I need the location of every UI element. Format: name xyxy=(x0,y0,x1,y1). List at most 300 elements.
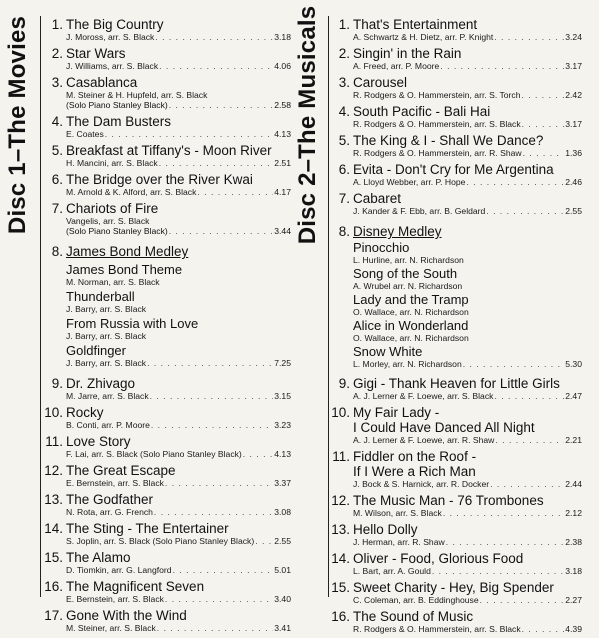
track-credit xyxy=(353,255,582,265)
track-item xyxy=(43,172,291,197)
composer-credit: J. Barry, arr. S. Black xyxy=(66,304,147,314)
track-body xyxy=(353,75,582,100)
disc2-tracklist xyxy=(330,17,582,638)
composer-credit: J. Kander & F. Ebb, arr. B. Geldard xyxy=(353,206,486,216)
track-duration: 7.25 xyxy=(274,358,291,368)
track-item xyxy=(330,493,582,518)
track-title: The Big Country xyxy=(66,17,164,32)
leader-dots xyxy=(522,624,565,634)
track-item xyxy=(43,262,291,287)
leader-dots xyxy=(154,507,273,517)
leader-dots xyxy=(159,61,273,71)
track-duration: 1.36 xyxy=(565,148,582,158)
composer-credit: C. Coleman, arr. B. Eddinghouse xyxy=(353,595,479,605)
track-duration: 3.15 xyxy=(274,391,291,401)
track-number: 1. xyxy=(338,17,350,32)
track-item xyxy=(330,292,582,317)
composer-credit: M. Wilson, arr. S. Black xyxy=(353,508,442,518)
track-credit xyxy=(66,536,291,546)
track-duration: 3.37 xyxy=(274,478,291,488)
track-duration: 4.17 xyxy=(274,187,291,197)
track-number: 11. xyxy=(45,434,63,449)
leader-dots xyxy=(165,478,273,488)
leader-dots xyxy=(151,420,273,430)
leader-dots xyxy=(494,32,564,42)
track-number: 7. xyxy=(338,191,350,206)
track-duration: 3.44 xyxy=(274,226,291,236)
track-item xyxy=(43,75,291,110)
track-credit xyxy=(66,304,291,314)
track-title: Oliver - Food, Glorious Food xyxy=(353,551,524,566)
track-body xyxy=(353,318,582,343)
track-body xyxy=(353,344,582,369)
track-body xyxy=(66,46,291,71)
track-credit xyxy=(353,479,582,489)
track-number: 11. xyxy=(332,449,350,464)
track-body xyxy=(66,143,291,168)
track-title: Dr. Zhivago xyxy=(66,376,136,391)
leader-dots xyxy=(243,449,273,459)
disc1-divider xyxy=(40,16,41,597)
track-body xyxy=(353,240,582,265)
composer-credit: J. Moross, arr. S. Black xyxy=(66,32,155,42)
track-number: 3. xyxy=(51,75,63,90)
track-number: 14. xyxy=(44,521,63,536)
composer-credit: M. Arnold & K. Alford, arr. S. Black xyxy=(66,187,197,197)
track-title: The Great Escape xyxy=(66,463,176,478)
leader-dots xyxy=(522,119,565,129)
track-item xyxy=(330,162,582,187)
track-item xyxy=(43,550,291,575)
track-title: Casablanca xyxy=(66,75,138,90)
track-credit xyxy=(66,61,291,71)
track-title: Alice in Wonderland xyxy=(353,318,469,333)
track-item xyxy=(43,17,291,42)
track-item xyxy=(330,609,582,634)
track-body xyxy=(66,172,291,197)
leader-dots xyxy=(173,565,274,575)
track-duration: 4.13 xyxy=(274,449,291,459)
track-number: 15. xyxy=(331,580,350,595)
track-number: 12. xyxy=(331,493,350,508)
track-item xyxy=(330,133,582,158)
track-credit xyxy=(66,158,291,168)
track-credit xyxy=(353,206,582,216)
leader-dots xyxy=(147,358,273,368)
composer-credit: A. J. Lerner & F. Loewe, arr. S. Black xyxy=(353,391,494,401)
track-title: The Magnificent Seven xyxy=(66,579,205,594)
composer-credit: R. Rodgers & O. Hammerstein, arr. S. Black xyxy=(353,119,521,129)
track-duration: 2.27 xyxy=(565,595,582,605)
track-duration: 2.12 xyxy=(565,508,582,518)
composer-credit: M. Steiner, arr. S. Black xyxy=(66,623,156,633)
performer-note: (Solo Piano Stanley Black) xyxy=(66,100,168,110)
track-item xyxy=(330,551,582,576)
track-duration: 3.17 xyxy=(565,119,582,129)
track-item xyxy=(330,224,582,239)
track-number: 3. xyxy=(338,75,350,90)
track-duration: 2.21 xyxy=(565,435,582,445)
track-item xyxy=(43,434,291,459)
composer-credit: A. Wrubel arr. N. Richardson xyxy=(353,281,463,291)
track-title: The Godfather xyxy=(66,492,154,507)
track-note xyxy=(66,226,291,236)
track-body xyxy=(353,449,582,489)
track-credit xyxy=(353,391,582,401)
track-body xyxy=(353,609,582,634)
track-credit xyxy=(66,32,291,42)
track-duration: 3.17 xyxy=(565,61,582,71)
track-item xyxy=(43,343,291,368)
leader-dots xyxy=(197,187,273,197)
track-item xyxy=(43,114,291,139)
leader-dots xyxy=(480,595,565,605)
track-title: Goldfinger xyxy=(66,343,126,358)
composer-credit: O. Wallace, arr. N. Richardson xyxy=(353,333,469,343)
track-duration: 5.01 xyxy=(274,565,291,575)
leader-dots xyxy=(159,158,274,168)
composer-credit: A. Freed, arr. P. Moore xyxy=(353,61,440,71)
track-credit xyxy=(66,507,291,517)
leader-dots xyxy=(157,623,273,633)
composer-credit: F. Lai, arr. S. Black (Solo Piano Stanley Black) xyxy=(66,449,242,459)
track-item xyxy=(330,522,582,547)
composer-credit: R. Rodgers & O. Hammerstein, arr. S. Black xyxy=(353,624,521,634)
track-item xyxy=(330,580,582,605)
composer-credit: R. Rodgers & O. Hammerstein, arr. R. Shaw xyxy=(353,148,522,158)
track-body xyxy=(353,522,582,547)
track-item xyxy=(43,376,291,401)
track-duration: 2.55 xyxy=(274,536,291,546)
track-duration: 3.23 xyxy=(274,420,291,430)
track-item xyxy=(43,579,291,604)
track-duration: 2.58 xyxy=(274,100,291,110)
track-title: Singin' in the Rain xyxy=(353,46,462,61)
track-credit xyxy=(66,90,291,100)
track-number: 6. xyxy=(338,162,350,177)
track-body xyxy=(66,262,291,287)
track-number: 2. xyxy=(338,46,350,61)
track-body xyxy=(353,376,582,401)
disc2-divider xyxy=(328,16,329,597)
track-number: 6. xyxy=(51,172,63,187)
track-duration: 3.41 xyxy=(274,623,291,633)
track-item xyxy=(330,240,582,265)
track-body xyxy=(66,75,291,110)
track-title: Snow White xyxy=(353,344,423,359)
track-body xyxy=(66,463,291,488)
track-title: From Russia with Love xyxy=(66,316,199,331)
track-item xyxy=(43,143,291,168)
track-title: Gigi - Thank Heaven for Little Girls xyxy=(353,376,560,391)
composer-credit: J. Herman, arr. R. Shaw xyxy=(353,537,445,547)
track-duration: 4.39 xyxy=(565,624,582,634)
track-title: The Music Man - 76 Trombones xyxy=(353,493,544,508)
track-item xyxy=(43,492,291,517)
track-title: That's Entertainment xyxy=(353,17,478,32)
track-number: 4. xyxy=(51,114,63,129)
track-body xyxy=(66,17,291,42)
track-credit xyxy=(353,624,582,634)
track-duration: 4.06 xyxy=(274,61,291,71)
track-title: Thunderball xyxy=(66,289,135,304)
track-body xyxy=(66,405,291,430)
leader-dots xyxy=(523,148,565,158)
track-credit xyxy=(353,537,582,547)
track-title: The Alamo xyxy=(66,550,131,565)
track-title: South Pacific - Bali Hai xyxy=(353,104,491,119)
track-body xyxy=(66,434,291,459)
track-body xyxy=(353,266,582,291)
track-credit xyxy=(353,595,582,605)
track-item xyxy=(43,521,291,546)
track-title-continued: If I Were a Rich Man xyxy=(353,464,476,479)
track-item xyxy=(43,46,291,71)
track-credit xyxy=(66,623,291,633)
track-item xyxy=(330,376,582,401)
leader-dots xyxy=(521,90,564,100)
track-credit xyxy=(66,187,291,197)
track-title: Song of the South xyxy=(353,266,458,281)
track-item xyxy=(330,17,582,42)
track-duration: 2.51 xyxy=(274,158,291,168)
track-title: Cabaret xyxy=(353,191,402,206)
composer-credit: R. Rodgers & O. Hammerstein, arr. S. Torch xyxy=(353,90,521,100)
track-body xyxy=(66,376,291,401)
leader-dots xyxy=(440,61,564,71)
track-title: Pinocchio xyxy=(353,240,410,255)
leader-dots xyxy=(169,100,274,110)
track-item xyxy=(330,344,582,369)
composer-credit: A. J. Lerner & F. Loewe, arr. R. Shaw xyxy=(353,435,495,445)
track-item xyxy=(330,191,582,216)
composer-credit: M. Jarre, arr. S. Black xyxy=(66,391,149,401)
track-number: 14. xyxy=(331,551,350,566)
track-credit xyxy=(353,90,582,100)
track-item xyxy=(43,608,291,633)
track-number: 9. xyxy=(51,376,63,391)
track-item xyxy=(330,405,582,445)
track-credit xyxy=(353,566,582,576)
composer-credit: L. Hurline, arr. N. Richardson xyxy=(353,255,464,265)
track-credit xyxy=(66,565,291,575)
leader-dots xyxy=(165,594,273,604)
track-item xyxy=(330,104,582,129)
track-note xyxy=(66,100,291,110)
composer-credit: E. Bernstein, arr. S. Black xyxy=(66,478,164,488)
leader-dots xyxy=(446,537,565,547)
track-duration: 2.44 xyxy=(565,479,582,489)
leader-dots xyxy=(486,206,564,216)
leader-dots xyxy=(495,435,564,445)
track-title: Disney Medley xyxy=(353,224,442,239)
track-title: Hello Dolly xyxy=(353,522,418,537)
track-title: My Fair Lady - xyxy=(353,405,440,420)
composer-credit: D. Tiomkin, arr. G. Langford xyxy=(66,565,172,575)
leader-dots xyxy=(494,391,564,401)
composer-credit: B. Conti, arr. P. Moore xyxy=(66,420,150,430)
track-title: Rocky xyxy=(66,405,104,420)
track-body xyxy=(66,492,291,517)
leader-dots xyxy=(169,226,274,236)
track-body xyxy=(353,133,582,158)
track-title: James Bond Theme xyxy=(66,262,183,277)
track-number: 4. xyxy=(338,104,350,119)
track-credit xyxy=(353,32,582,42)
track-duration: 3.40 xyxy=(274,594,291,604)
performer-note: (Solo Piano Stanley Black) xyxy=(66,226,168,236)
leader-dots xyxy=(432,566,564,576)
track-body xyxy=(66,114,291,139)
track-number: 2. xyxy=(51,46,63,61)
leader-dots xyxy=(155,32,273,42)
disc2-label: Disc 2–The Musicals xyxy=(294,5,321,245)
track-credit xyxy=(66,449,291,459)
track-credit xyxy=(353,508,582,518)
track-body xyxy=(353,104,582,129)
composer-credit: M. Steiner & H. Hupfeld, arr. S. Black xyxy=(66,90,208,100)
composer-credit: Vangelis, arr. S. Black xyxy=(66,216,150,226)
track-title: The King & I - Shall We Dance? xyxy=(353,133,544,148)
track-title: The Sound of Music xyxy=(353,609,474,624)
disc1-tracklist xyxy=(43,17,291,637)
track-item xyxy=(43,463,291,488)
track-number: 15. xyxy=(44,550,63,565)
track-credit xyxy=(66,478,291,488)
track-body xyxy=(353,405,582,445)
track-title: Star Wars xyxy=(66,46,126,61)
track-body xyxy=(353,46,582,71)
track-duration: 4.13 xyxy=(274,129,291,139)
track-title: Gone With the Wind xyxy=(66,608,187,623)
composer-credit: J. Williams, arr. S. Black xyxy=(66,61,159,71)
track-title: The Bridge over the River Kwai xyxy=(66,172,253,187)
track-title: Love Story xyxy=(66,434,131,449)
track-credit xyxy=(353,281,582,291)
composer-credit: N. Rota, arr. G. French xyxy=(66,507,153,517)
track-number: 5. xyxy=(51,143,63,158)
track-item xyxy=(330,266,582,291)
track-duration: 3.08 xyxy=(274,507,291,517)
composer-credit: M. Norman, arr. S. Black xyxy=(66,277,160,287)
track-credit xyxy=(66,216,291,226)
track-body xyxy=(353,292,582,317)
leader-dots xyxy=(105,129,274,139)
track-number: 10. xyxy=(331,405,350,420)
track-body xyxy=(353,580,582,605)
composer-credit: O. Wallace, arr. N. Richardson xyxy=(353,307,469,317)
composer-credit: E. Bernstein, arr. S. Black xyxy=(66,594,164,604)
track-body xyxy=(353,493,582,518)
track-body xyxy=(66,521,291,546)
leader-dots xyxy=(255,536,273,546)
composer-credit: S. Joplin, arr. S. Black (Solo Piano Stanley Black) xyxy=(66,536,255,546)
track-item xyxy=(330,75,582,100)
track-body xyxy=(353,162,582,187)
leader-dots xyxy=(150,391,274,401)
composer-credit: A. Lloyd Webber, arr. P. Hope xyxy=(353,177,466,187)
track-title: Chariots of Fire xyxy=(66,201,159,216)
track-number: 9. xyxy=(338,376,350,391)
track-body xyxy=(66,343,291,368)
track-body xyxy=(353,17,582,42)
leader-dots xyxy=(443,508,564,518)
track-body xyxy=(66,608,291,633)
track-title: Evita - Don't Cry for Me Argentina xyxy=(353,162,554,177)
composer-credit: L. Morley, arr. N. Richardson xyxy=(353,359,462,369)
composer-credit: J. Bock & S. Harnick, arr. R. Docker xyxy=(353,479,490,489)
track-number: 17. xyxy=(44,608,63,623)
track-title: Fiddler on the Roof - xyxy=(353,449,477,464)
track-body xyxy=(353,224,582,239)
track-title-continued: I Could Have Danced All Night xyxy=(353,420,535,435)
track-duration: 2.46 xyxy=(565,177,582,187)
track-title: The Dam Busters xyxy=(66,114,172,129)
track-duration: 2.55 xyxy=(565,206,582,216)
track-title: Breakfast at Tiffany's - Moon River xyxy=(66,143,272,158)
track-item xyxy=(330,449,582,489)
track-credit xyxy=(353,177,582,187)
track-body xyxy=(66,289,291,314)
track-credit xyxy=(66,277,291,287)
track-body xyxy=(353,551,582,576)
track-title: James Bond Medley xyxy=(66,244,189,259)
track-credit xyxy=(66,358,291,368)
track-item xyxy=(43,244,291,259)
track-credit xyxy=(353,435,582,445)
track-number: 8. xyxy=(338,224,350,239)
track-credit xyxy=(66,331,291,341)
track-item xyxy=(43,289,291,314)
track-item xyxy=(43,201,291,236)
track-item xyxy=(43,405,291,430)
track-credit xyxy=(353,359,582,369)
track-title: Carousel xyxy=(353,75,408,90)
track-body xyxy=(66,316,291,341)
composer-credit: L. Bart, arr. A. Gould xyxy=(353,566,431,576)
track-body xyxy=(66,244,291,259)
track-duration: 5.30 xyxy=(565,359,582,369)
track-credit xyxy=(66,391,291,401)
track-number: 13. xyxy=(44,492,63,507)
track-item xyxy=(330,318,582,343)
track-duration: 3.18 xyxy=(565,566,582,576)
track-credit xyxy=(353,148,582,158)
leader-dots xyxy=(466,177,564,187)
track-title: Lady and the Tramp xyxy=(353,292,469,307)
leader-dots xyxy=(490,479,564,489)
track-credit xyxy=(353,307,582,317)
track-credit xyxy=(353,119,582,129)
composer-credit: J. Barry, arr. S. Black xyxy=(66,331,147,341)
track-number: 13. xyxy=(331,522,350,537)
track-credit xyxy=(353,61,582,71)
track-number: 10. xyxy=(44,405,63,420)
track-duration: 3.18 xyxy=(274,32,291,42)
track-number: 16. xyxy=(44,579,63,594)
track-body xyxy=(66,579,291,604)
disc1-label: Disc 1–The Movies xyxy=(4,15,31,235)
track-item xyxy=(330,46,582,71)
track-number: 5. xyxy=(338,133,350,148)
track-credit xyxy=(66,129,291,139)
track-body xyxy=(66,550,291,575)
track-duration: 2.42 xyxy=(565,90,582,100)
track-credit xyxy=(66,594,291,604)
track-number: 1. xyxy=(51,17,63,32)
track-duration: 2.38 xyxy=(565,537,582,547)
composer-credit: J. Barry, arr. S. Black xyxy=(66,358,147,368)
